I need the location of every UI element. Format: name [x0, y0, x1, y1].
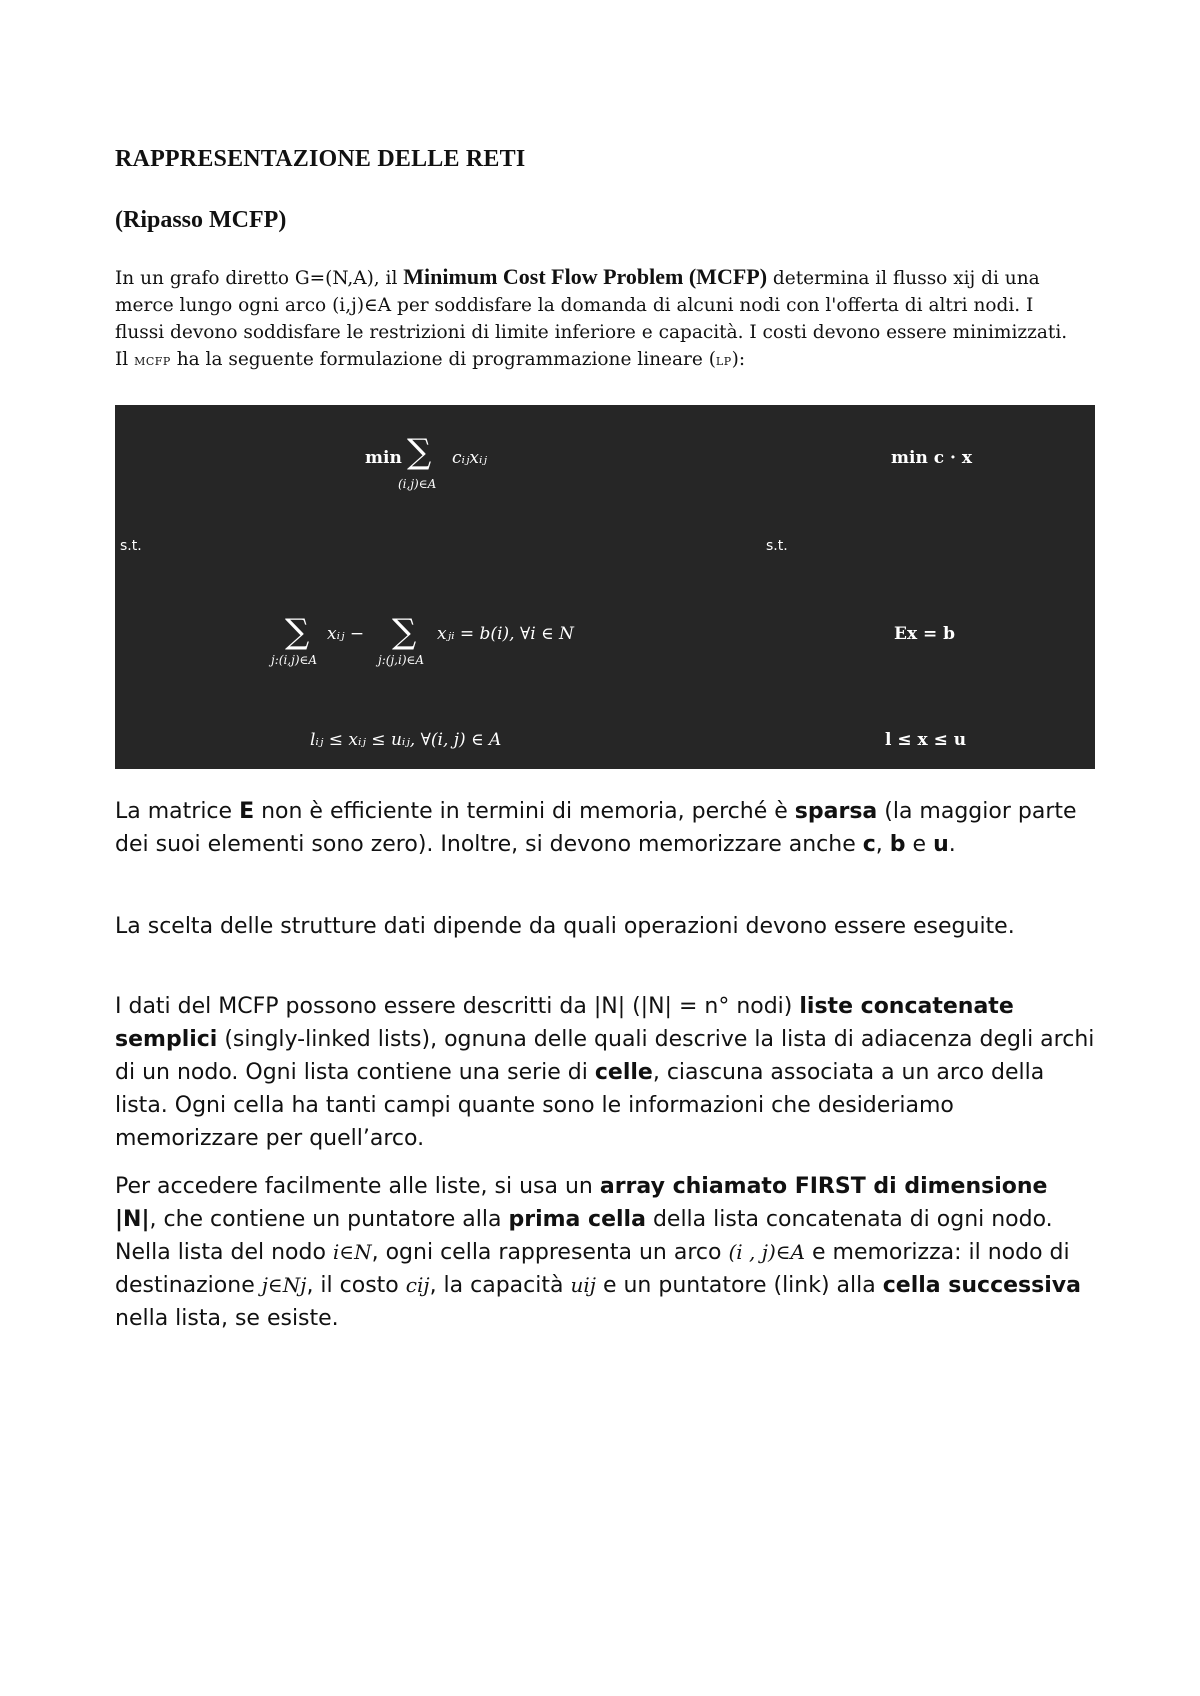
- page-subtitle: (Ripasso MCFP): [115, 207, 287, 233]
- p1-bold-b: b: [889, 832, 906, 857]
- p4-text-8: e un puntatore (link) alla: [595, 1273, 883, 1298]
- st-label-left: s.t.: [120, 538, 142, 554]
- objective-term: cᵢⱼxᵢⱼ: [452, 448, 487, 468]
- flow-sum2-symbol: ∑: [392, 612, 417, 652]
- intro-text-3: ha la seguente formulazione di programmazione lineare (: [170, 349, 716, 370]
- p4-text-6: , il costo: [306, 1273, 406, 1298]
- intro-text-1: In un grafo diretto G=(N,A), il: [115, 268, 404, 289]
- intro-paragraph: [115, 263, 1075, 373]
- p1-bold-c: c: [862, 832, 876, 857]
- p1-text-1: La matrice: [115, 799, 240, 824]
- p3-text-1: I dati del MCFP possono essere descritti da |N| (|N| = n° nodi): [115, 994, 800, 1019]
- paragraph-data-structures: La scelta delle strutture dati dipende da quali operazioni devono essere eseguite.: [115, 914, 1015, 939]
- p1-bold-e: E: [239, 799, 255, 824]
- flow-sum1-symbol: ∑: [285, 612, 310, 652]
- flow-term1: xᵢⱼ −: [327, 624, 365, 644]
- lp-formulation-image: [115, 405, 1095, 769]
- matrix-objective: min c · x: [891, 448, 972, 468]
- paragraph-first-array: [115, 1170, 1095, 1335]
- bounds-constraint: lᵢⱼ ≤ xᵢⱼ ≤ uᵢⱼ, ∀(i, j) ∈ A: [310, 730, 502, 750]
- p3-text-2: (singly-linked lists), ognuna delle quali descrive la lista di adiacenza degli archi di un nodo. Ogni lista contiene una serie di: [115, 1027, 1095, 1085]
- intro-smallcaps-mcfp: mcfp: [134, 350, 171, 369]
- matrix-flow-constraint: Ex = b: [894, 624, 956, 644]
- p4-text-1: Per accedere facilmente alle liste, si usa un: [115, 1174, 600, 1199]
- p1-text-6: .: [948, 832, 956, 857]
- p4-math-j-in-nj: j∈Nj: [261, 1273, 307, 1297]
- objective-sum-symbol: ∑: [407, 432, 432, 472]
- p4-math-uij: uij: [570, 1273, 596, 1297]
- intro-smallcaps-lp: lp: [715, 350, 732, 369]
- flow-sum1-index: j:(i,j)∈A: [271, 653, 318, 667]
- p4-text-4: , ogni cella rappresenta un arco: [371, 1240, 729, 1265]
- p1-text-5: e: [905, 832, 934, 857]
- p4-bold-prima-cella: prima cella: [508, 1207, 646, 1232]
- p4-text-3: della lista concatenata di ogni nodo. Nella lista del nodo: [115, 1207, 1053, 1265]
- p1-text-3: (la maggior parte dei suoi elementi sono zero). Inoltre, si devono memorizzare anche: [115, 799, 1077, 857]
- p4-text-7: , la capacità: [429, 1273, 571, 1298]
- p4-math-arc: (i , j)∈A: [728, 1240, 805, 1264]
- p4-text-2: , che contiene un puntatore alla: [149, 1207, 509, 1232]
- p4-bold-array: array chiamato FIRST di dimensione |N|: [115, 1174, 1048, 1232]
- p3-text-3: , ciascuna associata a un arco della lista. Ogni cella ha tanti campi quante sono le informazioni che desideriamo memorizzare per quell’arco.: [115, 1060, 1045, 1151]
- flow-term2: xⱼᵢ = b(i), ∀i ∈ N: [437, 624, 574, 644]
- paragraph-matrix-e: [115, 795, 1095, 861]
- p4-bold-cella-successiva: cella successiva: [882, 1273, 1081, 1298]
- page-title: RAPPRESENTAZIONE DELLE RETI: [115, 146, 526, 172]
- intro-text-4: ):: [731, 349, 746, 370]
- paragraph-linked-lists: [115, 990, 1095, 1155]
- intro-text-2: determina il flusso xij di una merce lungo ogni arco (i,j)∈A per soddisfare la domanda di alcuni nodi con l'offerta di altri nodi. I flussi devono soddisfare le restrizioni di limite inferiore e capacità. I costi devono essere minimizzati. Il: [115, 268, 1068, 370]
- p3-bold-liste: liste concatenate semplici: [115, 994, 1014, 1052]
- p4-text-9: nella lista, se esiste.: [115, 1306, 339, 1331]
- p4-math-cij: cij: [405, 1273, 430, 1297]
- p1-text-4: ,: [875, 832, 890, 857]
- flow-sum2-index: j:(j,i)∈A: [378, 653, 425, 667]
- st-label-right: s.t.: [766, 538, 788, 554]
- p3-bold-celle: celle: [594, 1060, 653, 1085]
- p1-bold-u: u: [933, 832, 949, 857]
- intro-bold-mcfp: Minimum Cost Flow Problem (MCFP): [403, 264, 768, 289]
- p4-text-5: e memorizza: il nodo di destinazione: [115, 1240, 1070, 1298]
- p1-text-2: non è efficiente in termini di memoria, perché è: [254, 799, 795, 824]
- objective-sum-index: (i,j)∈A: [398, 477, 437, 491]
- p1-bold-sparsa: sparsa: [794, 799, 878, 824]
- matrix-bounds-constraint: l ≤ x ≤ u: [885, 730, 967, 750]
- p4-math-i-in-n: i∈N: [332, 1240, 372, 1264]
- objective-min-label: min: [365, 448, 402, 468]
